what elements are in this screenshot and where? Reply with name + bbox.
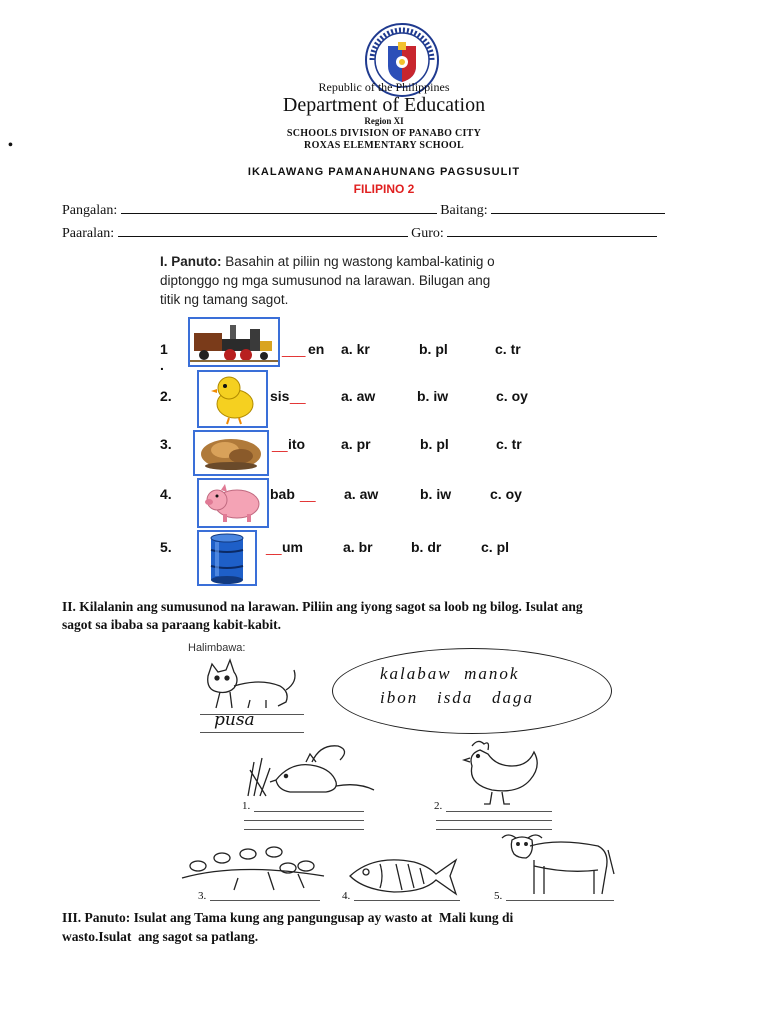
- item-number: 3.: [160, 436, 172, 452]
- item-2-number: 2.: [434, 800, 443, 812]
- train-picture: [188, 317, 280, 367]
- answer-blank[interactable]: __: [266, 539, 282, 555]
- part1-line2: diptonggo ng mga sumusunod na larawan. Bilugan ang: [160, 273, 491, 288]
- teacher-label: Guro:: [411, 226, 444, 241]
- choice-c[interactable]: c. pl: [481, 539, 510, 555]
- pig-picture: [197, 478, 269, 528]
- part3-instruction: [62, 908, 752, 946]
- part2-line2: sagot sa ibaba sa paraang kabit-kabit.: [62, 617, 282, 632]
- choice-b[interactable]: b. iw: [417, 388, 449, 404]
- item-number: 5.: [160, 539, 172, 555]
- item-4-line-a[interactable]: [354, 900, 460, 901]
- hen-picture: [458, 736, 548, 806]
- item-3-line-a[interactable]: [210, 900, 320, 901]
- item-2-line-b[interactable]: [436, 820, 552, 821]
- item-1-line-a[interactable]: [254, 811, 364, 812]
- part3-line2: wasto.Isulat ang sagot sa patlang.: [62, 929, 259, 944]
- answer-blank[interactable]: __: [290, 388, 306, 404]
- choice-b[interactable]: b. dr: [411, 539, 442, 555]
- chick-picture: [197, 370, 268, 428]
- school-blank[interactable]: [118, 222, 408, 237]
- choice-b[interactable]: b. iw: [420, 486, 452, 502]
- word-stem: en: [308, 341, 325, 357]
- part1-instruction-1: Basahin at piliin ng wastong kambal-katinig o: [225, 254, 495, 269]
- part1-line3: titik ng tamang sagot.: [160, 292, 289, 307]
- choice-a[interactable]: a. br: [343, 539, 373, 555]
- answer-blank[interactable]: __: [272, 436, 288, 452]
- item-number: 2.: [160, 388, 172, 404]
- word-bank-row-2: ibon isda daga: [380, 688, 535, 707]
- example-label: Halimbawa:: [188, 642, 246, 654]
- choice-c[interactable]: c. oy: [490, 486, 522, 502]
- grade-blank[interactable]: [491, 199, 665, 214]
- name-row: [62, 199, 665, 219]
- word-stem: ito: [288, 436, 306, 452]
- word-stem: bab: [270, 486, 295, 502]
- choice-a[interactable]: a. kr: [341, 341, 370, 357]
- choice-c[interactable]: c. oy: [496, 388, 528, 404]
- part1-line1: [160, 252, 580, 271]
- subject-label: FILIPINO 2: [353, 182, 415, 196]
- choice-a[interactable]: a. aw: [344, 486, 379, 502]
- drum-picture: [197, 530, 257, 586]
- word-bank-row-1: kalabaw manok: [380, 664, 520, 683]
- part2-line1: II. Kilalanin ang sumusunod na larawan. Piliin ang iyong sagot sa loob ng bilog. Isulat ang: [62, 599, 583, 614]
- name-label: Pangalan:: [62, 203, 118, 218]
- answer-blank[interactable]: __: [300, 486, 316, 502]
- choice-c[interactable]: c. tr: [495, 341, 521, 357]
- item-1-line-c[interactable]: [244, 829, 364, 830]
- word-stem: sis: [270, 388, 290, 404]
- department-title: Department of Education: [282, 94, 486, 116]
- part2-instruction: [62, 598, 752, 634]
- birds-picture: [178, 842, 328, 892]
- exam-title: IKALAWANG PAMANAHUNANG PAGSUSULIT: [247, 166, 521, 178]
- rat-picture: [240, 740, 380, 800]
- choice-b[interactable]: b. pl: [420, 436, 449, 452]
- part1-heading: I. Panuto:: [160, 254, 222, 269]
- school-label: Paaralan:: [62, 226, 115, 241]
- grade-label: Baitang:: [440, 203, 488, 218]
- choice-a[interactable]: a. pr: [341, 436, 371, 452]
- republic-line: Republic of the Philippines: [318, 80, 450, 94]
- item-5-line-a[interactable]: [506, 900, 614, 901]
- division-line: SCHOOLS DIVISION OF PANABO CITY: [286, 128, 482, 139]
- name-blank[interactable]: [121, 199, 437, 214]
- answer-blank[interactable]: ___: [282, 341, 306, 357]
- bread-picture: [193, 430, 269, 476]
- choice-b[interactable]: b. pl: [419, 341, 448, 357]
- part1-instructions: [160, 252, 580, 309]
- part3-line1: III. Panuto: Isulat ang Tama kung ang pangungusap ay wasto at Mali kung di: [62, 910, 514, 925]
- teacher-blank[interactable]: [447, 222, 657, 237]
- item-3-number: 3.: [198, 890, 207, 902]
- item-number: 1 .: [160, 341, 168, 373]
- region-line: Region XI: [364, 116, 404, 126]
- item-1-number: 1.: [242, 800, 251, 812]
- cat-picture: [190, 656, 300, 712]
- school-line: ROXAS ELEMENTARY SCHOOL: [304, 140, 464, 151]
- example-line-bottom: [200, 732, 304, 733]
- example-answer: pusa: [214, 710, 255, 730]
- stray-dot: •: [8, 138, 13, 153]
- item-2-line-a[interactable]: [446, 811, 552, 812]
- item-number: 4.: [160, 486, 172, 502]
- choice-c[interactable]: c. tr: [496, 436, 522, 452]
- carabao-picture: [498, 830, 616, 896]
- item-5-number: 5.: [494, 890, 503, 902]
- school-row: [62, 222, 657, 242]
- item-4-number: 4.: [342, 890, 351, 902]
- choice-a[interactable]: a. aw: [341, 388, 376, 404]
- item-1-line-b[interactable]: [244, 820, 364, 821]
- word-stem: um: [282, 539, 303, 555]
- fish-picture: [344, 852, 460, 898]
